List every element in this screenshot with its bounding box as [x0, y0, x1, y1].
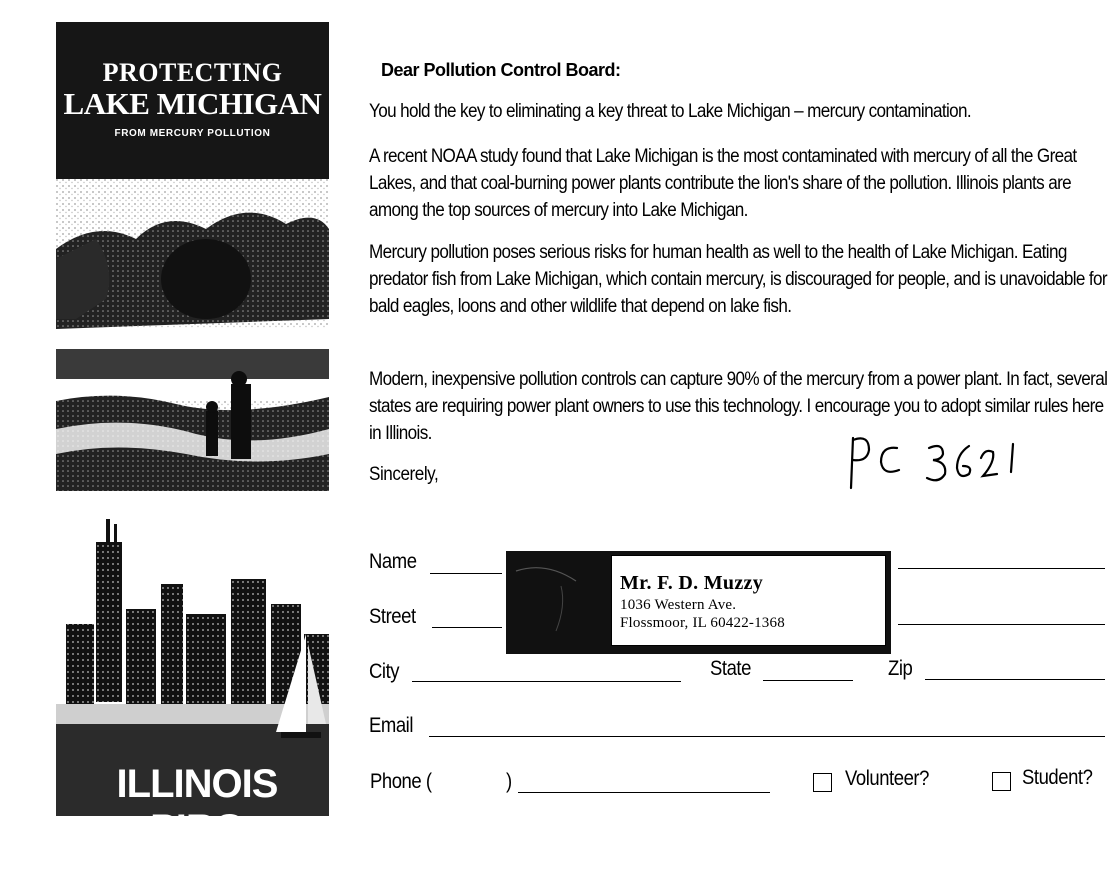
street-field[interactable] — [432, 627, 502, 628]
volunteer-label: Volunteer? — [845, 767, 929, 790]
address-name: Mr. F. D. Muzzy — [620, 572, 763, 594]
brochure-title-line1: PROTECTING — [102, 58, 283, 87]
lake-shore-photo — [56, 179, 329, 491]
sign-off: Sincerely, — [369, 464, 439, 485]
phone-label: Phone ( — [370, 770, 432, 793]
city-skyline-photo — [56, 514, 329, 851]
state-label: State — [710, 657, 751, 680]
paragraph-4: Modern, inexpensive pollution controls can capture 90% of the mercury from a power plant. In fact, several states are requiring power plant owners to use this technology. I encourage you to adopt similar rules here in Illinois. — [369, 369, 1108, 444]
city-label: City — [369, 660, 400, 683]
brochure-title-line2: LAKE MICHIGAN — [63, 86, 322, 121]
brochure-subtitle: FROM MERCURY POLLUTION — [114, 128, 271, 139]
street-label: Street — [369, 605, 416, 628]
phone-field[interactable] — [518, 792, 770, 793]
name-field[interactable] — [430, 573, 502, 574]
student-label: Student? — [1022, 766, 1093, 789]
address-street: 1036 Western Ave. — [620, 597, 737, 613]
volunteer-checkbox[interactable] — [813, 773, 832, 792]
paragraph-3: Mercury pollution poses serious risks for human health as well to the health of Lake Michigan. Eating predator fish from Lake Michigan, which contain mercury, is discouraged for people, and is unavoidable for bald eagles, loons and other wildlife that depend on lake fish. — [369, 242, 1107, 317]
paragraph-2: A recent NOAA study found that Lake Michigan is the most contaminated with mercury of all the Great Lakes, and that coal-burning power plants contribute the lion's share of the pollution. Illinois plants are among the top sources of mercury into Lake Michigan. — [369, 146, 1077, 221]
email-field[interactable] — [429, 736, 1105, 737]
brochure-title-block — [56, 22, 329, 179]
address-label — [611, 555, 886, 646]
handwritten-note-pc-number — [845, 428, 1025, 503]
zip-label: Zip — [888, 657, 913, 680]
state-field[interactable] — [763, 680, 853, 681]
phone-close-paren: ) — [506, 770, 512, 793]
address-city-line: Flossmoor, IL 60422-1368 — [620, 615, 785, 631]
student-checkbox[interactable] — [992, 772, 1011, 791]
email-label: Email — [369, 714, 414, 737]
name-field-continued[interactable] — [898, 568, 1105, 569]
city-field[interactable] — [412, 681, 681, 682]
name-label: Name — [369, 550, 417, 573]
illinois-pirg-logo: ILLINOIS PIRG — [116, 762, 278, 851]
salutation: Dear Pollution Control Board: — [381, 60, 621, 80]
street-field-continued[interactable] — [898, 624, 1105, 625]
zip-field[interactable] — [925, 679, 1105, 680]
paragraph-1: You hold the key to eliminating a key threat to Lake Michigan – mercury contamination. — [369, 101, 972, 122]
